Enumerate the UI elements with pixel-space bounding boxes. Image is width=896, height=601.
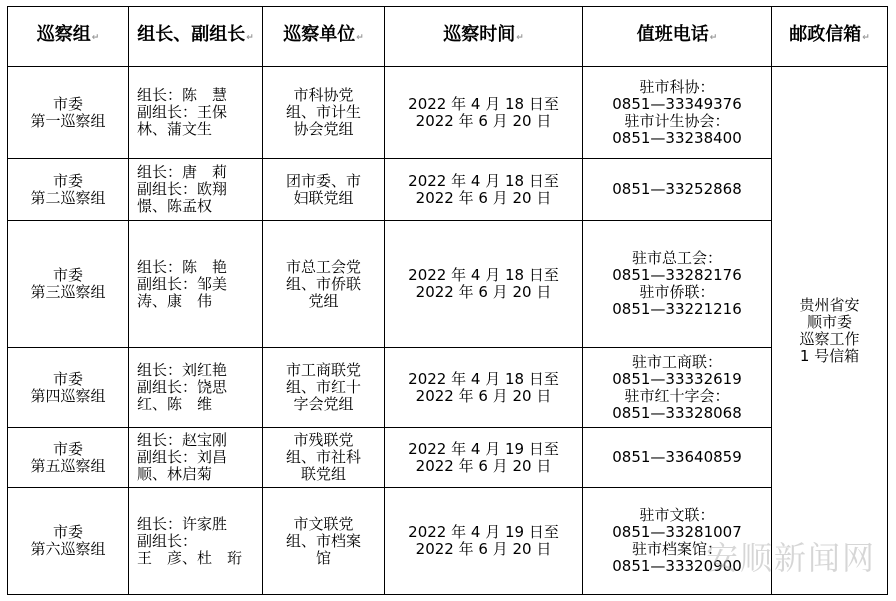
- cell-line: 0851—33252868: [612, 180, 742, 198]
- cell-line: 贵州省安: [799, 295, 860, 314]
- time-cell: [385, 488, 583, 595]
- cell-line: 第五巡察组: [30, 456, 106, 475]
- cell-line: 2022 年 6 月 20 日: [415, 386, 552, 405]
- units-cell: [263, 159, 385, 221]
- leaders-cell: [129, 348, 263, 428]
- cell-line: 副组长：邹美: [137, 274, 228, 293]
- watermark: 安顺新闻网: [705, 539, 876, 577]
- cell-line: 2022 年 4 月 18 日至: [408, 94, 559, 113]
- cell-line: 副组长：刘昌: [137, 448, 228, 466]
- cell-line: 0851—33221216: [612, 300, 742, 318]
- cell-line: 组、市社科: [285, 448, 361, 466]
- cell-line: 涛、康 伟: [137, 291, 213, 310]
- phone-cell: [583, 348, 772, 428]
- cell-line: 党组: [308, 291, 339, 310]
- phone-cell: [583, 221, 772, 348]
- cell-line: 联党组: [300, 465, 346, 483]
- table-row: [8, 348, 888, 428]
- cell-line: 市总工会党: [285, 257, 361, 276]
- units-cell: [263, 348, 385, 428]
- cell-line: 2022 年 4 月 19 日至: [408, 439, 559, 458]
- cell-line: 市委: [52, 171, 83, 190]
- cell-line: 驻市总工会：: [631, 249, 722, 267]
- cell-line: 2022 年 6 月 20 日: [415, 456, 552, 475]
- cell-line: 市委: [52, 523, 83, 541]
- cell-line: 0851—33282176: [612, 266, 742, 284]
- table-row: [8, 221, 888, 348]
- group-cell: [8, 428, 129, 488]
- cell-line: 市委: [52, 94, 83, 113]
- cell-line: 市委: [52, 439, 83, 458]
- cell-line: 0851—33349376: [612, 94, 742, 113]
- cell-line: 驻市红十字会：: [624, 386, 730, 405]
- group-cell: [8, 221, 129, 348]
- cell-line: 市委: [52, 369, 83, 388]
- group-cell: [8, 67, 129, 159]
- cell-line: 组、市红十: [285, 378, 361, 396]
- leaders-cell: [129, 488, 263, 595]
- cell-line: 2022 年 6 月 20 日: [415, 540, 552, 558]
- cell-line: 驻市工商联：: [631, 352, 722, 371]
- cell-line: 市工商联党: [285, 361, 361, 379]
- cell-line: 副组长：: [137, 531, 198, 550]
- cell-line: 市残联党: [293, 431, 354, 449]
- cell-line: 第一巡察组: [30, 111, 106, 130]
- group-cell: [8, 348, 129, 428]
- cell-line: 驻市计生协会：: [624, 111, 730, 130]
- cell-line: 妇联党组: [293, 188, 354, 207]
- cell-line: 市文联党: [293, 514, 354, 533]
- phone-cell: [583, 428, 772, 488]
- cell-line: 馆: [315, 548, 331, 567]
- time-cell: [385, 348, 583, 428]
- cell-line: 组长：赵宝刚: [137, 431, 228, 449]
- cell-line: 组长：陈 慧: [137, 86, 228, 104]
- time-cell: [385, 221, 583, 348]
- units-cell: [263, 488, 385, 595]
- cell-line: 驻市侨联：: [639, 283, 715, 301]
- cell-line: 组、市计生: [285, 103, 361, 121]
- cell-line: 第二巡察组: [30, 188, 106, 207]
- leaders-cell: [129, 221, 263, 348]
- time-cell: [385, 428, 583, 488]
- cell-line: 林、蒲文生: [137, 120, 213, 138]
- group-cell: [8, 488, 129, 595]
- leaders-cell: [129, 67, 263, 159]
- cell-line: 组长：许家胜: [137, 514, 228, 533]
- group-cell: [8, 159, 129, 221]
- header-mailbox: 邮政信箱↵: [772, 7, 888, 67]
- cell-line: 憬、陈孟权: [137, 197, 213, 215]
- cell-line: 协会党组: [293, 120, 354, 138]
- table-row: [8, 159, 888, 221]
- cell-line: 第三巡察组: [30, 283, 106, 301]
- cell-line: 市科协党: [293, 86, 354, 104]
- header-units: 巡察单位↵: [263, 7, 385, 67]
- cell-line: 0851—33320900: [612, 557, 742, 575]
- cell-line: 第六巡察组: [30, 540, 106, 558]
- cell-line: 字会党组: [293, 395, 354, 413]
- phone-cell: [583, 159, 772, 221]
- cell-line: 2022 年 4 月 19 日至: [408, 523, 559, 541]
- time-cell: [385, 159, 583, 221]
- cell-line: 0851—33238400: [612, 128, 742, 147]
- cell-line: 驻市科协：: [639, 77, 715, 96]
- units-cell: [263, 221, 385, 348]
- cell-line: 2022 年 6 月 20 日: [415, 111, 552, 130]
- cell-line: 顺、林启菊: [137, 465, 213, 483]
- cell-line: 驻市文联：: [639, 506, 715, 524]
- time-cell: [385, 67, 583, 159]
- cell-line: 0851—33281007: [612, 523, 742, 541]
- phone-cell: [583, 67, 772, 159]
- inspection-table: [7, 6, 888, 595]
- cell-line: 组、市档案: [285, 531, 361, 550]
- units-cell: [263, 67, 385, 159]
- cell-line: 0851—33640859: [612, 448, 742, 466]
- cell-line: 副组长：饶思: [137, 378, 228, 396]
- cell-line: 2022 年 6 月 20 日: [415, 188, 552, 207]
- cell-line: 组长：唐 莉: [137, 163, 228, 181]
- leaders-cell: [129, 428, 263, 488]
- cell-line: 0851—33332619: [612, 369, 742, 388]
- leaders-cell: [129, 159, 263, 221]
- header-group: 巡察组↵: [8, 7, 129, 67]
- mailbox-cell: [772, 67, 888, 595]
- cell-line: 2022 年 6 月 20 日: [415, 283, 552, 301]
- header-phone: 值班电话↵: [583, 7, 772, 67]
- cell-line: 2022 年 4 月 18 日至: [408, 266, 559, 284]
- cell-line: 副组长：王保: [137, 103, 228, 121]
- table-row: [8, 428, 888, 488]
- cell-line: 组长：陈 艳: [137, 257, 228, 276]
- cell-line: 2022 年 4 月 18 日至: [408, 369, 559, 388]
- cell-line: 第四巡察组: [30, 386, 106, 405]
- header-time: 巡察时间↵: [385, 7, 583, 67]
- cell-line: 0851—33328068: [612, 403, 742, 422]
- table-row: [8, 67, 888, 159]
- cell-line: 1 号信箱: [799, 346, 860, 365]
- cell-line: 巡察工作: [799, 329, 860, 348]
- cell-line: 王 彦、杜 珩: [137, 548, 243, 567]
- header-row: [8, 7, 888, 67]
- cell-line: 2022 年 4 月 18 日至: [408, 171, 559, 190]
- cell-line: 团市委、市: [285, 171, 361, 190]
- cell-line: 驻市档案馆：: [631, 540, 722, 558]
- header-leaders: 组长、副组长↵: [129, 7, 263, 67]
- cell-line: 顺市委: [806, 312, 852, 331]
- cell-line: 副组长：欧翔: [137, 180, 228, 198]
- cell-line: 组、市侨联: [285, 274, 361, 293]
- cell-line: 组长：刘红艳: [137, 361, 228, 379]
- cell-line: 市委: [52, 266, 83, 284]
- cell-line: 红、陈 维: [137, 395, 213, 413]
- units-cell: [263, 428, 385, 488]
